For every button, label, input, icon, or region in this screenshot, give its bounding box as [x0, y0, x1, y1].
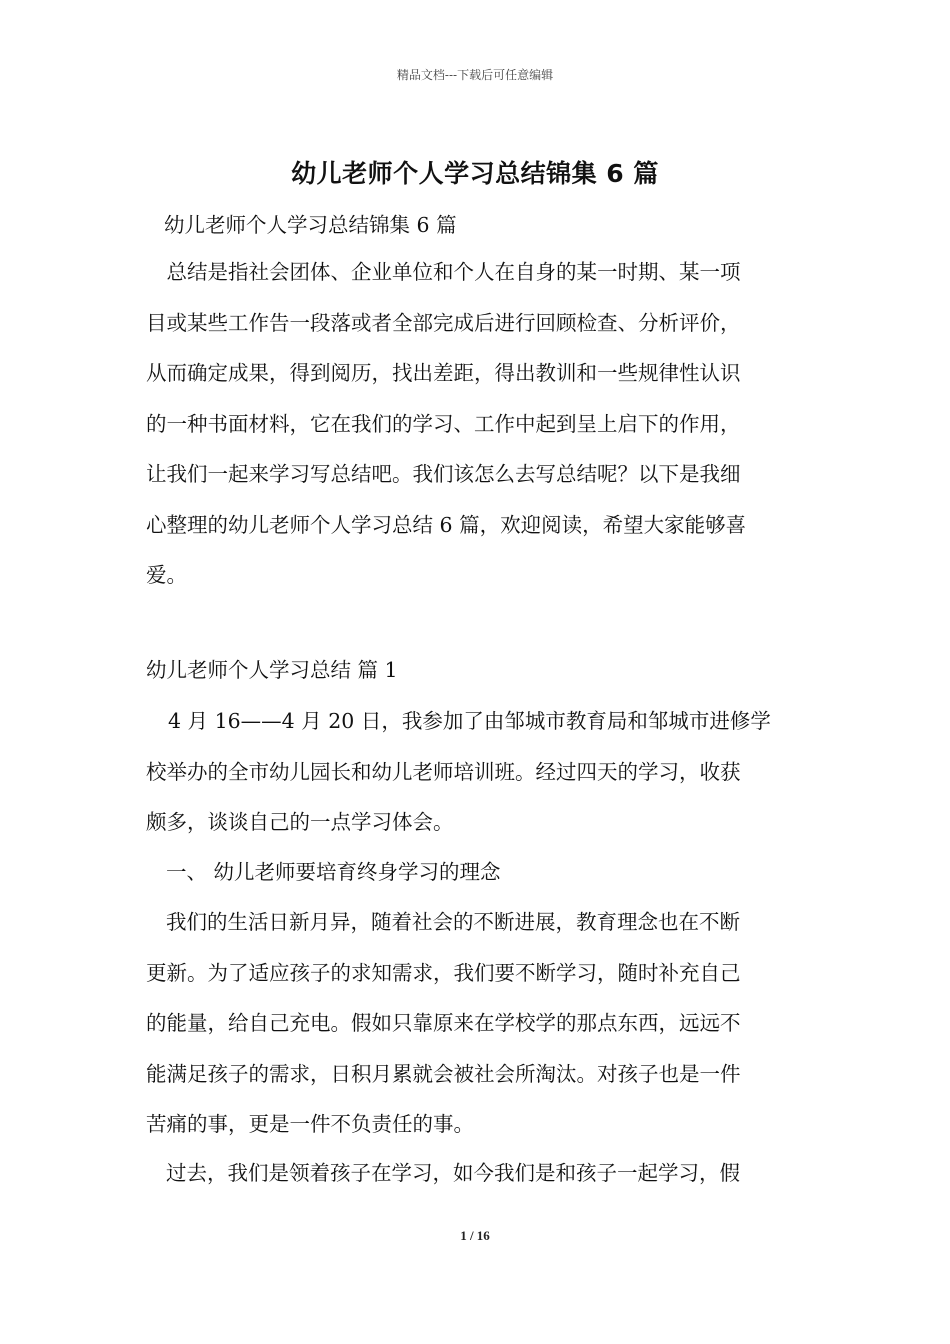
paragraph-1 — [146, 696, 808, 848]
paragraph-line: 的能量，给自己充电。假如只靠原来在学校学的那点东西，远远不 — [146, 1011, 741, 1035]
paragraph-line: 能满足孩子的需求，日积月累就会被社会所淘汰。对孩子也是一件 — [146, 1061, 741, 1086]
document-title: 幼儿老师个人学习总结锦集 6 篇 — [291, 159, 659, 188]
intro-line: 总结是指社会团体、企业单位和个人在自身的某一时期、某一项 — [146, 260, 741, 284]
intro-line: 爱。 — [146, 563, 187, 587]
section-heading: 幼儿老师个人学习总结 篇 1 — [146, 658, 398, 682]
page-number: 1 / 16 — [460, 1228, 490, 1243]
paragraph-line: 4 月 16——4 月 20 日，我参加了由邹城市教育局和邹城市进修学 — [168, 709, 771, 733]
intro-line: 让我们一起来学习写总结吧。我们该怎么去写总结呢？以下是我细 — [146, 462, 741, 486]
point-heading: 一、 幼儿老师要培育终身学习的理念 — [166, 860, 501, 884]
intro-paragraph — [146, 247, 808, 601]
intro-line: 从而确定成果，得到阅历，找出差距，得出教训和一些规律性认识 — [146, 361, 741, 385]
intro-line: 的一种书面材料，它在我们的学习、工作中起到呈上启下的作用， — [146, 411, 741, 436]
paragraph-3 — [146, 1148, 808, 1199]
paragraph-line: 校举办的全市幼儿园长和幼儿老师培训班。经过四天的学习，收获 — [146, 759, 741, 784]
document-subtitle: 幼儿老师个人学习总结锦集 6 篇 — [164, 213, 457, 237]
paragraph-line: 颇多，谈谈自己的一点学习体会。 — [146, 810, 454, 834]
intro-line: 目或某些工作告一段落或者全部完成后进行回顾检查、分析评价， — [146, 310, 741, 335]
paragraph-2 — [146, 897, 808, 1150]
page-header-note: 精品文档---下载后可任意编辑 — [396, 68, 554, 82]
paragraph-line: 苦痛的事，更是一件不负责任的事。 — [146, 1112, 474, 1136]
section-heading-block — [146, 645, 808, 696]
paragraph-line: 我们的生活日新月异，随着社会的不断进展，教育理念也在不断 — [166, 910, 740, 934]
intro-line: 心整理的幼儿老师个人学习总结 6 篇，欢迎阅读，希望大家能够喜 — [146, 512, 747, 537]
paragraph-line: 过去，我们是领着孩子在学习，如今我们是和孩子一起学习，假 — [166, 1161, 740, 1185]
point-heading-block — [146, 847, 808, 898]
paragraph-line: 更新。为了适应孩子的求知需求，我们要不断学习，随时补充自己 — [146, 960, 741, 985]
